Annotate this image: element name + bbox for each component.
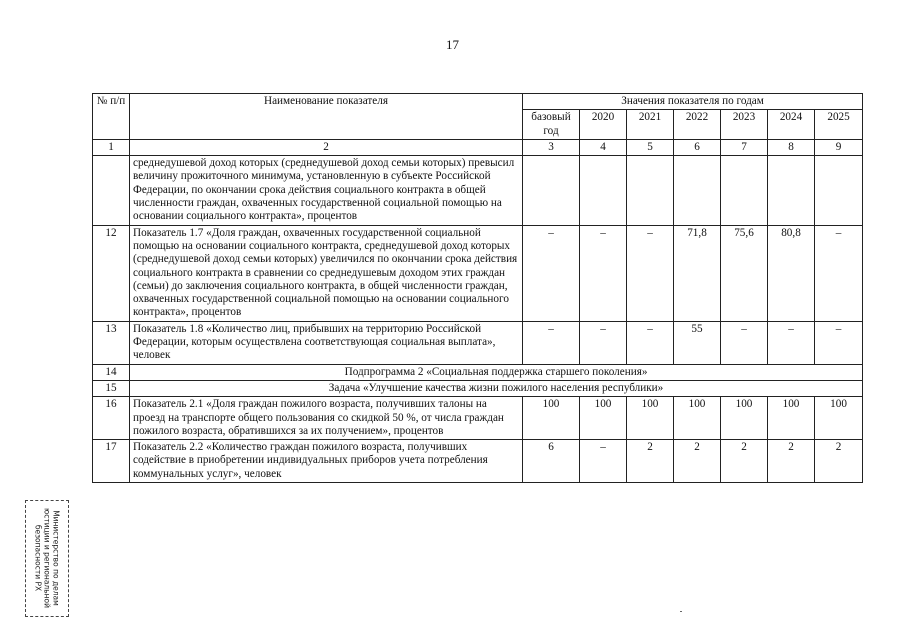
- col-number: 5: [627, 139, 674, 155]
- stamp-line: безопасности РХ: [33, 524, 43, 592]
- value-cell: 2: [815, 440, 863, 483]
- table-row: [93, 156, 863, 225]
- indicator-name: Показатель 2.1 «Доля граждан пожилого возраста, получивших талоны на проезд на транспорте общего пользования со скидкой 50 %, от числа граждан пожилого возраста, обратившихся за их получением», процентов: [130, 397, 523, 440]
- header-name: Наименование показателя: [130, 94, 523, 140]
- value-cell: –: [580, 321, 627, 364]
- header-year: 2023: [721, 110, 768, 140]
- row-number: 13: [93, 321, 130, 364]
- task-heading: Задача «Улучшение качества жизни пожилого населения республики»: [130, 380, 863, 396]
- value-cell: 80,8: [768, 225, 815, 321]
- indicator-name: среднедушевой доход которых (среднедушевой доход семьи которых) превысил величину прожиточного минимума, установленную в субъекте Российской Федерации, по окончании срока действия социального контракта в общей численности граждан, охваченных государственной социальной помощью на основании социального контракта», процентов: [130, 156, 523, 225]
- value-cell: 55: [674, 321, 721, 364]
- value-cell: 6: [523, 440, 580, 483]
- value-cell: [815, 156, 863, 225]
- value-cell: 100: [768, 397, 815, 440]
- scan-speck: [680, 611, 682, 612]
- row-number: 17: [93, 440, 130, 483]
- header-year: 2021: [627, 110, 674, 140]
- col-number: 4: [580, 139, 627, 155]
- indicator-name: Показатель 1.8 «Количество лиц, прибывших на территорию Российской Федерации, которым осуществлена соответствующая социальная выплата», человек: [130, 321, 523, 364]
- value-cell: –: [815, 321, 863, 364]
- value-cell: [580, 156, 627, 225]
- value-cell: –: [523, 225, 580, 321]
- value-cell: 2: [674, 440, 721, 483]
- header-year: 2022: [674, 110, 721, 140]
- header-year: 2024: [768, 110, 815, 140]
- column-numbers-row: [93, 139, 863, 155]
- header-year: базовый год: [523, 110, 580, 140]
- value-cell: [721, 156, 768, 225]
- value-cell: –: [627, 321, 674, 364]
- value-cell: –: [580, 440, 627, 483]
- header-values-group: Значения показателя по годам: [523, 94, 863, 110]
- indicators-table: [92, 93, 863, 483]
- value-cell: [768, 156, 815, 225]
- value-cell: 100: [580, 397, 627, 440]
- value-cell: –: [721, 321, 768, 364]
- value-cell: 100: [721, 397, 768, 440]
- value-cell: –: [627, 225, 674, 321]
- col-number: 9: [815, 139, 863, 155]
- value-cell: 100: [523, 397, 580, 440]
- col-number: 8: [768, 139, 815, 155]
- value-cell: [674, 156, 721, 225]
- table-row-subheading: [93, 380, 863, 396]
- col-number: 3: [523, 139, 580, 155]
- value-cell: 2: [627, 440, 674, 483]
- stamp-line: юстиции и региональной: [42, 507, 52, 609]
- value-cell: –: [523, 321, 580, 364]
- table-row: [93, 397, 863, 440]
- header-year: 2025: [815, 110, 863, 140]
- value-cell: 2: [721, 440, 768, 483]
- value-cell: 71,8: [674, 225, 721, 321]
- indicator-name: Показатель 2.2 «Количество граждан пожилого возраста, получивших содействие в приобретении индивидуальных приборов учета потребления коммунальных услуг», человек: [130, 440, 523, 483]
- row-number: 15: [93, 380, 130, 396]
- row-number: 14: [93, 364, 130, 380]
- ministry-stamp: [25, 500, 69, 617]
- value-cell: [523, 156, 580, 225]
- table-row: [93, 440, 863, 483]
- indicator-name: Показатель 1.7 «Доля граждан, охваченных государственной социальной помощью на основании социального контракта, среднедушевой доход которых (среднедушевой доход семьи которых) увеличился по окончании срока действия социального контракта в сравнении со среднедушевым доходом этих граждан (семьи) до заключения социального контракта, в общей численности граждан, охваченных государственной социальной помощью на основании социального контракта», процентов: [130, 225, 523, 321]
- subprogram-heading: Подпрограмма 2 «Социальная поддержка старшего поколения»: [130, 364, 863, 380]
- stamp-text: [34, 501, 61, 616]
- col-number: 7: [721, 139, 768, 155]
- value-cell: 2: [768, 440, 815, 483]
- value-cell: [627, 156, 674, 225]
- value-cell: 100: [674, 397, 721, 440]
- value-cell: –: [768, 321, 815, 364]
- row-number: 12: [93, 225, 130, 321]
- table-row-subheading: [93, 364, 863, 380]
- row-number: 16: [93, 397, 130, 440]
- value-cell: 100: [815, 397, 863, 440]
- value-cell: 75,6: [721, 225, 768, 321]
- value-cell: –: [815, 225, 863, 321]
- col-number: 1: [93, 139, 130, 155]
- stamp-line: Министерство по делам: [51, 510, 61, 606]
- value-cell: –: [580, 225, 627, 321]
- row-number: [93, 156, 130, 225]
- col-number: 2: [130, 139, 523, 155]
- header-year: 2020: [580, 110, 627, 140]
- table-row: [93, 321, 863, 364]
- table-row: [93, 225, 863, 321]
- col-number: 6: [674, 139, 721, 155]
- value-cell: 100: [627, 397, 674, 440]
- page-number: 17: [446, 37, 459, 52]
- header-num: № п/п: [93, 94, 130, 140]
